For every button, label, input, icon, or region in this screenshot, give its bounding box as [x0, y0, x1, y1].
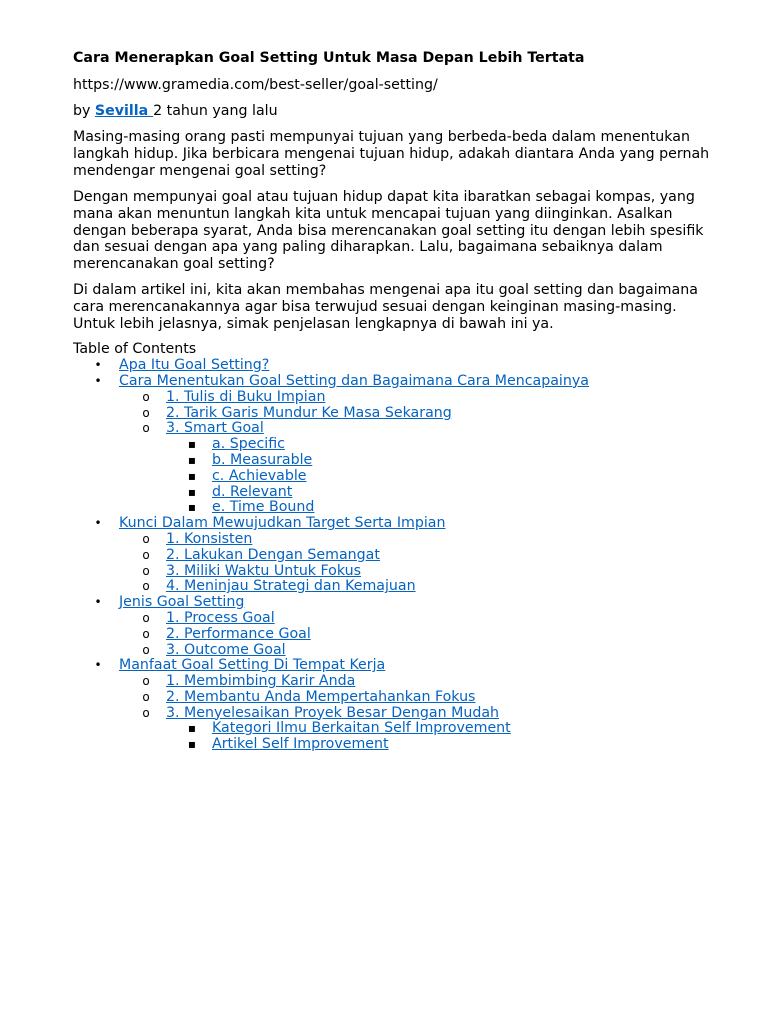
- toc-link[interactable]: b. Measurable: [212, 451, 313, 468]
- bullet-square-icon: ▪: [187, 737, 197, 752]
- toc-item: [73, 421, 723, 437]
- toc-item: [73, 721, 723, 737]
- toc-item: [73, 627, 723, 643]
- toc-link[interactable]: 3. Smart Goal: [166, 420, 264, 437]
- bullet-square-icon: ▪: [187, 452, 197, 467]
- toc-item: [73, 516, 723, 532]
- bullet-square-icon: ▪: [187, 437, 197, 452]
- bullet-disc-icon: •: [94, 373, 102, 388]
- toc-link[interactable]: 2. Tarik Garis Mundur Ke Masa Sekarang: [166, 404, 452, 421]
- toc-item: [73, 674, 723, 690]
- toc-item: [73, 469, 723, 485]
- toc-item: [73, 690, 723, 706]
- toc-link[interactable]: 3. Miliki Waktu Untuk Fokus: [166, 562, 362, 579]
- toc-link[interactable]: 1. Konsisten: [166, 530, 253, 547]
- toc-link[interactable]: 3. Menyelesaikan Proyek Besar Dengan Mudah: [166, 704, 500, 721]
- bullet-square-icon: ▪: [187, 484, 197, 499]
- document-page: [73, 50, 723, 753]
- author-link[interactable]: Sevilla: [94, 102, 154, 119]
- bullet-disc-icon: •: [94, 658, 102, 673]
- bullet-disc-icon: •: [94, 595, 102, 610]
- bullet-circle-icon: o: [142, 705, 150, 720]
- toc-item: [73, 406, 723, 422]
- toc-item: [73, 390, 723, 406]
- paragraph-intro: Masing-masing orang pasti mempunyai tujuan yang berbeda-beda dalam menentukan langkah hidup. Jika berbicara mengenai tujuan hidup, adakah diantara Anda yang pernah mendengar mengenai goal setting?: [73, 129, 710, 179]
- toc-item: [73, 374, 723, 390]
- byline-time: 2 tahun yang lalu: [153, 102, 278, 119]
- toc-link[interactable]: 1. Process Goal: [166, 609, 275, 626]
- toc-link[interactable]: Kategori Ilmu Berkaitan Self Improvement: [212, 720, 511, 737]
- bullet-circle-icon: o: [142, 421, 150, 436]
- toc-heading: Table of Contents: [73, 341, 197, 358]
- toc-link[interactable]: d. Relevant: [212, 483, 293, 500]
- toc-link[interactable]: e. Time Bound: [212, 499, 315, 516]
- bullet-circle-icon: o: [142, 389, 150, 404]
- bullet-circle-icon: o: [142, 642, 150, 657]
- bullet-square-icon: ▪: [187, 500, 197, 515]
- bullet-square-icon: ▪: [187, 721, 197, 736]
- source-url: https://www.gramedia.com/best-seller/goal-setting/: [73, 76, 438, 93]
- bullet-square-icon: ▪: [187, 468, 197, 483]
- toc-link[interactable]: 1. Tulis di Buku Impian: [166, 388, 326, 405]
- toc-link[interactable]: Cara Menentukan Goal Setting dan Bagaimana Cara Mencapainya: [119, 372, 589, 389]
- toc-link[interactable]: 2. Membantu Anda Mempertahankan Fokus: [166, 688, 476, 705]
- bullet-circle-icon: o: [142, 405, 150, 420]
- toc-item: [73, 437, 723, 453]
- toc-link[interactable]: 2. Lakukan Dengan Semangat: [166, 546, 380, 563]
- bullet-circle-icon: o: [142, 547, 150, 562]
- bullet-circle-icon: o: [142, 563, 150, 578]
- toc-item: [73, 485, 723, 501]
- bullet-circle-icon: o: [142, 689, 150, 704]
- toc-item: [73, 658, 723, 674]
- bullet-circle-icon: o: [142, 531, 150, 546]
- toc-link[interactable]: 4. Meninjau Strategi dan Kemajuan: [166, 578, 416, 595]
- toc-link[interactable]: Kunci Dalam Mewujudkan Target Serta Impian: [119, 515, 446, 532]
- toc-item: [73, 358, 723, 374]
- paragraph-overview: Di dalam artikel ini, kita akan membahas mengenai apa itu goal setting dan bagaimana cara merencanakannya agar bisa terwujud sesuai dengan keinginan masing-masing. Untuk lebih jelasnya, simak penjelasan lengkapnya di bawah ini ya.: [73, 282, 698, 333]
- toc-link[interactable]: Artikel Self Improvement: [212, 736, 389, 753]
- table-of-contents: [73, 358, 723, 753]
- paragraph-compass: Dengan mempunyai goal atau tujuan hidup dapat kita ibaratkan sebagai kompas, yang mana akan menuntun langkah kita untuk mencapai tujuan yang diinginkan. Asalkan dengan beberapa syarat, Anda bisa merencanakan goal setting itu dengan lebih spesifik dan sesuai dengan apa yang paling diharapkan. Lalu, bagaimana sebaiknya dalam merencanakan goal setting?: [73, 188, 704, 273]
- toc-link[interactable]: Apa Itu Goal Setting?: [119, 357, 270, 374]
- article-title: Cara Menerapkan Goal Setting Untuk Masa Depan Lebih Tertata: [73, 50, 585, 66]
- bullet-circle-icon: o: [142, 626, 150, 641]
- byline-prefix: by: [73, 102, 95, 119]
- bullet-circle-icon: o: [142, 610, 150, 625]
- bullet-circle-icon: o: [142, 579, 150, 594]
- toc-item: [73, 453, 723, 469]
- toc-item: [73, 643, 723, 659]
- byline: [73, 103, 723, 120]
- toc-link[interactable]: 3. Outcome Goal: [166, 641, 286, 658]
- toc-item: [73, 579, 723, 595]
- toc-link[interactable]: 2. Performance Goal: [166, 625, 311, 642]
- toc-item: [73, 737, 723, 753]
- toc-item: [73, 548, 723, 564]
- bullet-disc-icon: •: [94, 358, 102, 373]
- bullet-circle-icon: o: [142, 674, 150, 689]
- toc-item: [73, 532, 723, 548]
- bullet-disc-icon: •: [94, 516, 102, 531]
- toc-item: [73, 564, 723, 580]
- toc-link[interactable]: c. Achievable: [212, 467, 307, 484]
- toc-link[interactable]: a. Specific: [212, 436, 285, 453]
- toc-link[interactable]: Jenis Goal Setting: [119, 594, 245, 611]
- toc-link[interactable]: Manfaat Goal Setting Di Tempat Kerja: [119, 657, 386, 674]
- toc-item: [73, 595, 723, 611]
- toc-item: [73, 706, 723, 722]
- toc-item: [73, 500, 723, 516]
- toc-link[interactable]: 1. Membimbing Karir Anda: [166, 673, 356, 690]
- toc-item: [73, 611, 723, 627]
